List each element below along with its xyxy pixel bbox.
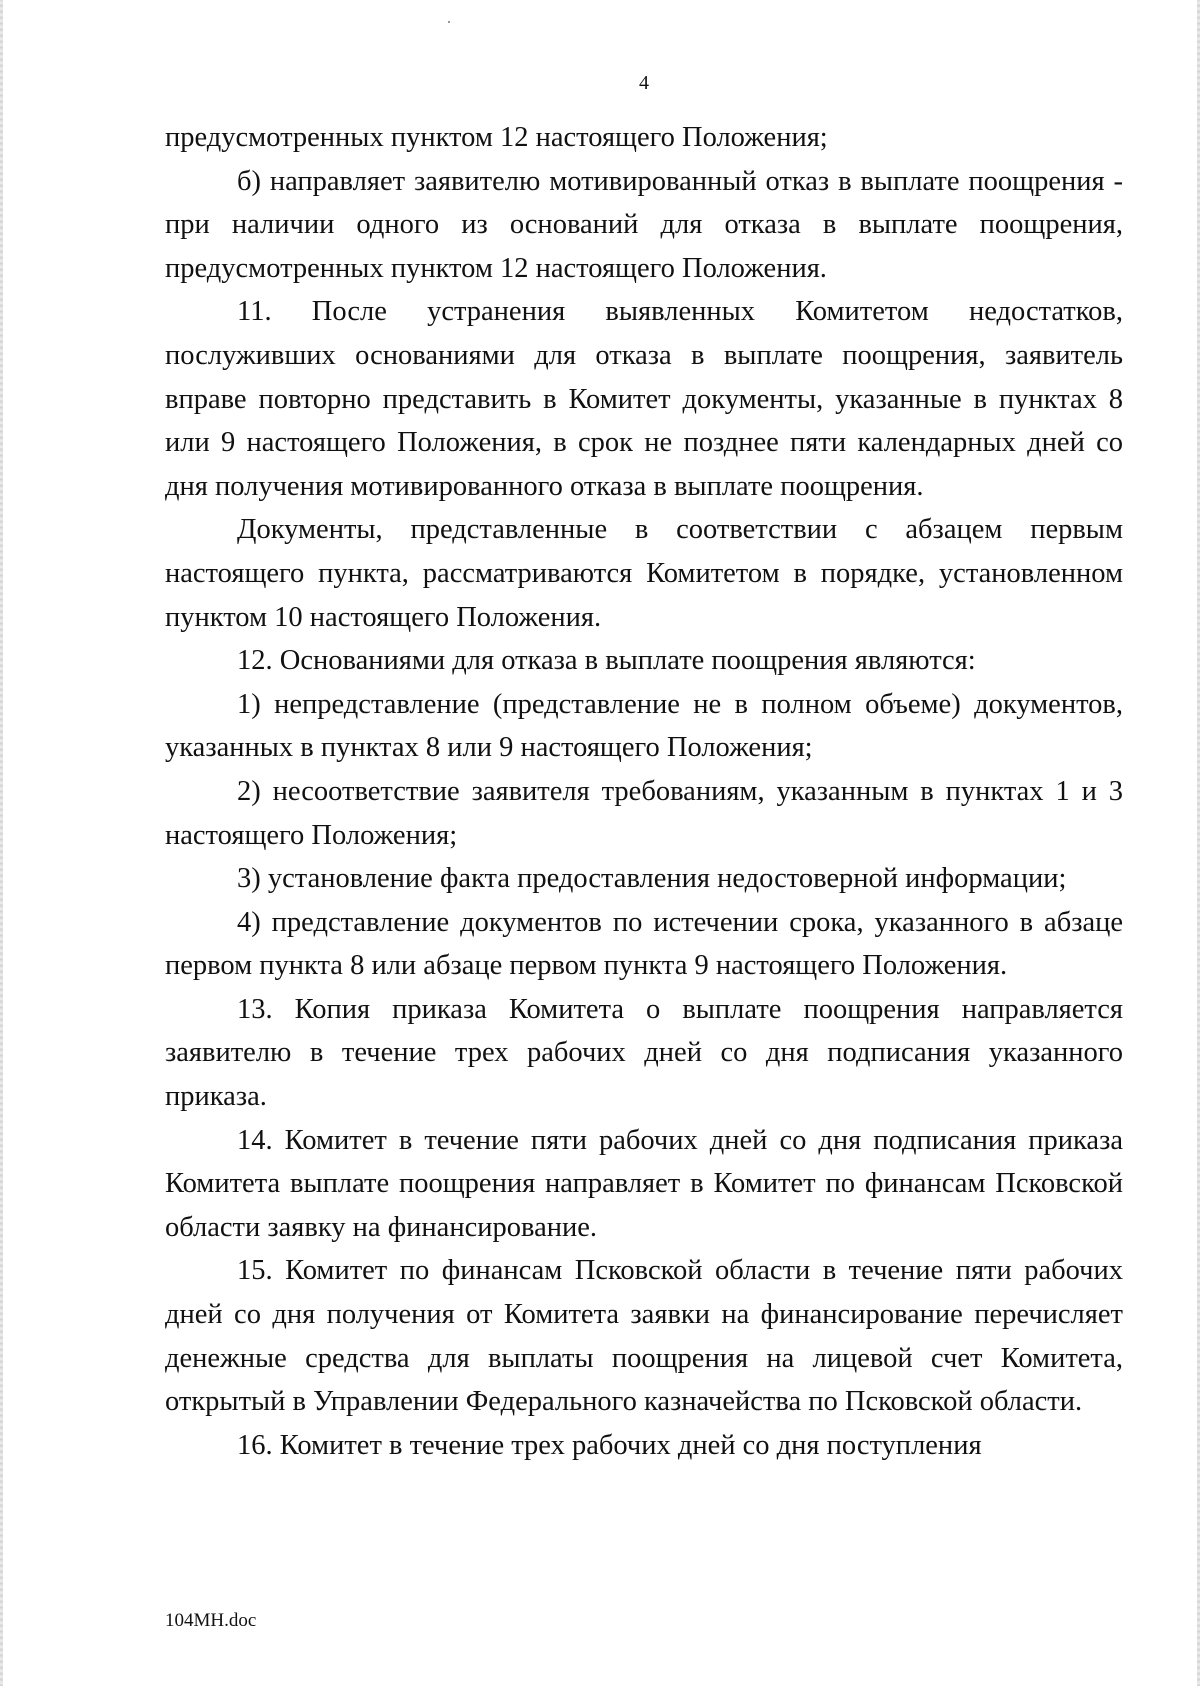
document-body bbox=[165, 116, 1123, 1467]
page-number: 4 bbox=[639, 72, 649, 94]
paragraph-12-item-1: 1) непредставление (представление не в полном объеме) документов, указанных в пунктах 8 или 9 настоящего Положения; bbox=[165, 688, 1123, 764]
paragraph-11-documents: Документы, представленные в соответствии с абзацем первым настоящего пункта, рассматриваются Комитетом в порядке, установленном пунктом 10 настоящего Положения. bbox=[165, 514, 1123, 633]
paragraph-13: 13. Копия приказа Комитета о выплате поощрения направляется заявителю в течение трех рабочих дней со дня подписания указанного приказа. bbox=[165, 993, 1123, 1113]
paragraph-16: 16. Комитет в течение трех рабочих дней со дня поступления bbox=[237, 1429, 982, 1461]
scan-edge-left bbox=[0, 0, 3, 1686]
paragraph-14: 14. Комитет в течение пяти рабочих дней со дня подписания приказа Комитета выплате поощрения направляет в Комитет по финансам Псковской области заявку на финансирование. bbox=[165, 1124, 1123, 1243]
paragraph-12-item-3: 3) установление факта предоставления недостоверной информации; bbox=[237, 863, 1067, 895]
paragraph-11: 11. После устранения выявленных Комитетом недостатков, послуживших основаниями для отказа в выплате поощрения, заявитель вправе повторно представить в Комитет документы, указанные в пунктах 8 или 9 настоящего Положения, в срок не позднее пяти календарных дней со дня получения мотивированного отказа в выплате поощрения. bbox=[165, 296, 1123, 502]
paragraph-15: 15. Комитет по финансам Псковской области в течение пяти рабочих дней со дня получения от Комитета заявки на финансирование перечисляет денежные средства для выплаты поощрения на лицевой счет Комитета, открытый в Управлении Федерального казначейства по Псковской области. bbox=[165, 1255, 1123, 1418]
paragraph-continuation: предусмотренных пунктом 12 настоящего Положения; bbox=[165, 122, 828, 153]
paragraph-12: 12. Основаниями для отказа в выплате поощрения являются: bbox=[237, 645, 976, 677]
paragraph-12-item-2: 2) несоответствие заявителя требованиям, указанным в пунктах 1 и 3 настоящего Положения; bbox=[165, 775, 1123, 851]
scan-speck bbox=[448, 21, 450, 23]
footer-filename: 104МН.doc bbox=[165, 1610, 257, 1631]
paragraph-12-item-4: 4) представление документов по истечении срока, указанного в абзаце первом пункта 8 или абзаце первом пункта 9 настоящего Положения. bbox=[165, 906, 1123, 982]
paragraph-item-b: б) направляет заявителю мотивированный отказ в выплате поощрения - при наличии одного из оснований для отказа в выплате поощрения, предусмотренных пунктом 12 настоящего Положения. bbox=[165, 165, 1123, 284]
